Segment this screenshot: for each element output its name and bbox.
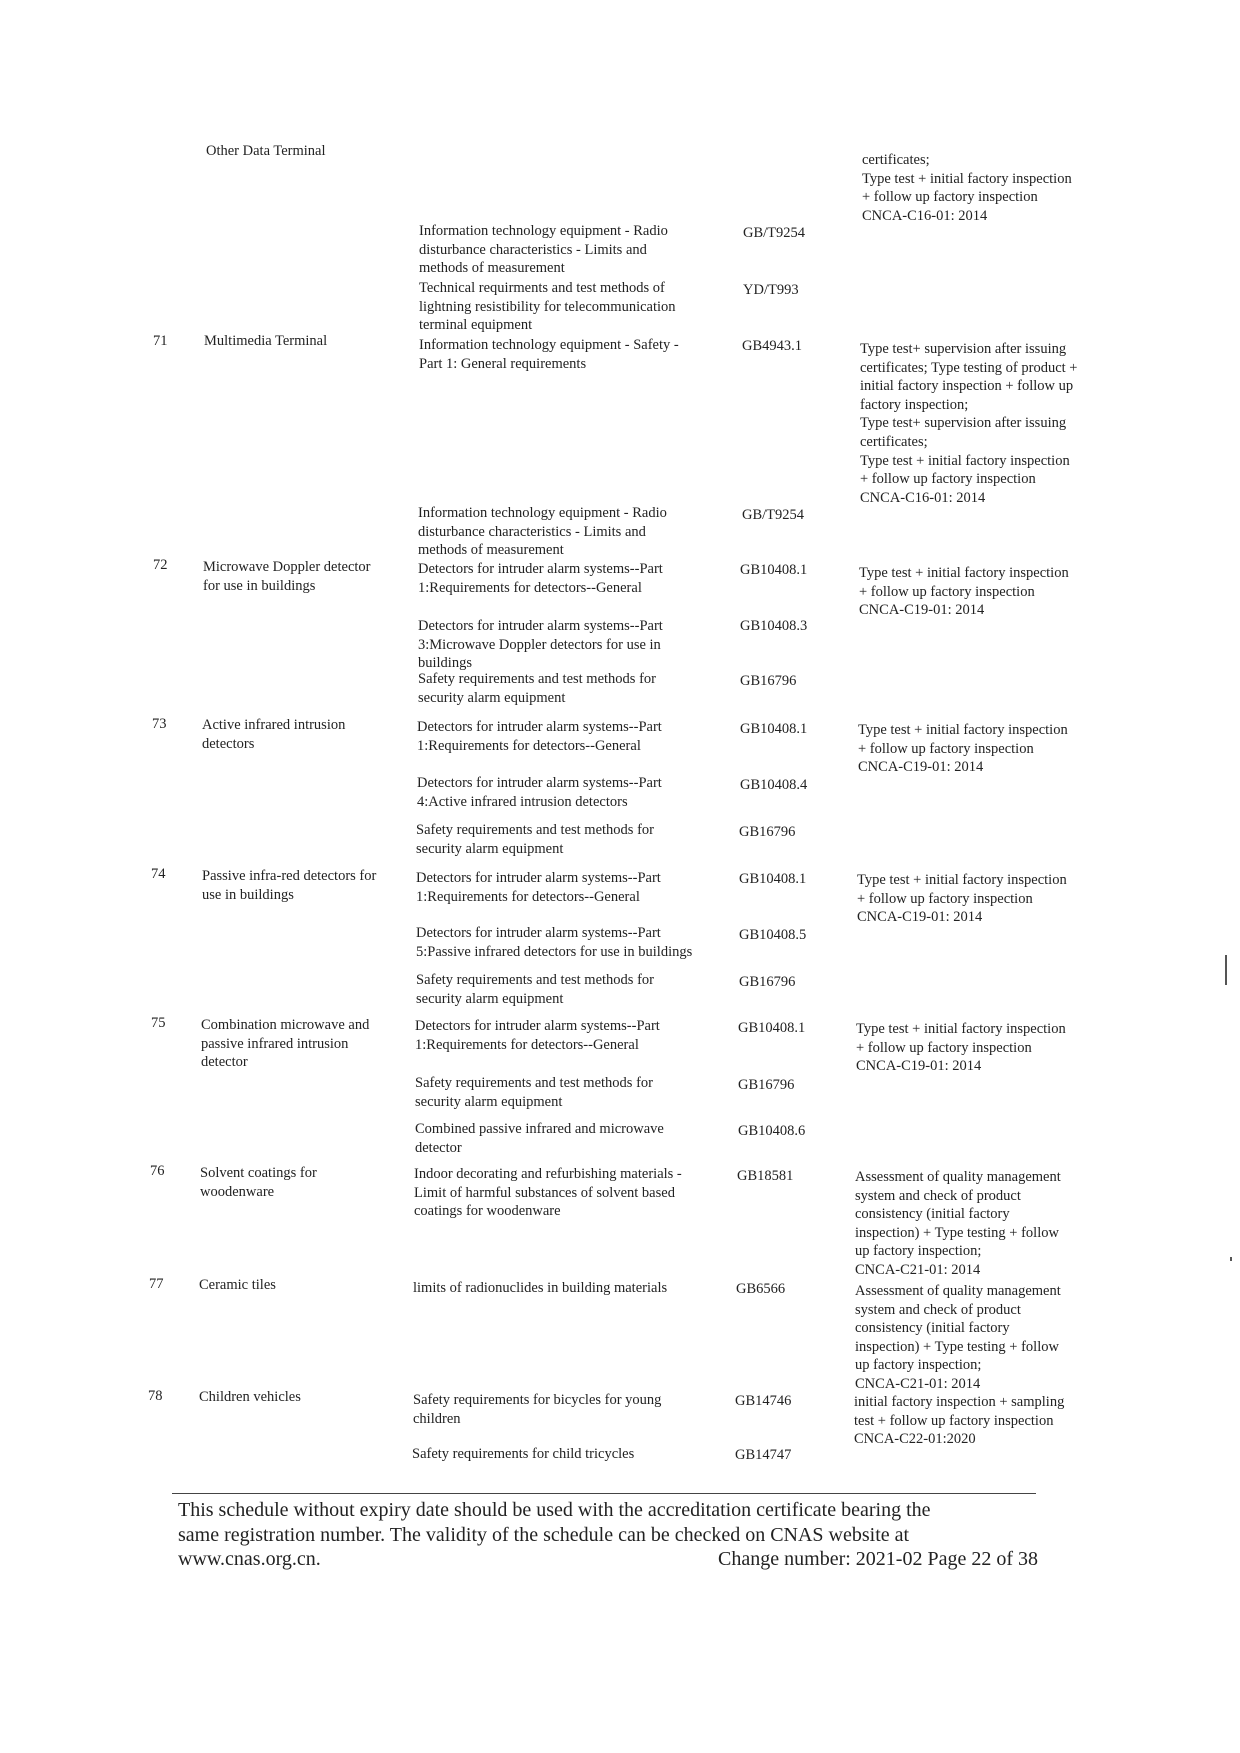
row-number: 78 [148,1388,163,1404]
footer-divider [172,1493,1036,1494]
standard-code: GB10408.1 [738,1020,806,1036]
change-number: Change number: 2021-02 Page 22 of 38 [718,1548,1038,1570]
website-link[interactable]: www.cnas.org.cn. [178,1548,321,1570]
standard-title: Detectors for intruder alarm systems--Part 4:Active infrared intrusion detectors [417,775,662,810]
standard-title: Information technology equipment - Radio disturbance characteristics - Limits and methods of measurement [418,505,667,559]
implementation-rule: initial factory inspection + sampling test + follow up factory inspection CNCA-C22-01:2020 [854,1394,1065,1448]
row-number: 73 [152,716,167,732]
footer-note [178,1498,1038,1572]
product-name: Ceramic tiles [199,1277,276,1293]
scan-mark [1230,1257,1232,1261]
row-number: 76 [150,1163,165,1179]
standard-title: Detectors for intruder alarm systems--Part 5:Passive infrared detectors for use in buildings [416,925,693,960]
standard-title: Detectors for intruder alarm systems--Part 1:Requirements for detectors--General [416,870,661,905]
continued-product-name: Other Data Terminal [206,143,326,159]
standard-code: GB10408.1 [739,871,807,887]
standard-title: Detectors for intruder alarm systems--Part 1:Requirements for detectors--General [417,719,662,754]
row-number: 72 [153,557,168,573]
standard-title: Safety requirements and test methods for security alarm equipment [416,972,654,1007]
standard-code: GB10408.1 [740,721,808,737]
implementation-rule: Type test + initial factory inspection + follow up factory inspection CNCA-C19-01: 2014 [856,1021,1066,1075]
scan-mark [1225,955,1227,985]
implementation-rule: Type test + initial factory inspection + follow up factory inspection CNCA-C19-01: 2014 [857,872,1067,926]
standard-code: GB10408.1 [740,562,808,578]
product-name: Solvent coatings for woodenware [200,1165,317,1200]
standard-title: Detectors for intruder alarm systems--Part 3:Microwave Doppler detectors for use in buildings [418,618,663,672]
product-name: Multimedia Terminal [204,333,328,349]
standard-code: GB14746 [735,1393,792,1409]
continued-implementation-rule: certificates; Type test + initial factory inspection + follow up factory inspection CNCA-C16-01: 2014 [862,152,1072,224]
standard-code: GB14747 [735,1447,792,1463]
footer-last-line [178,1547,1038,1572]
footer-line: This schedule without expiry date should be used with the accreditation certificate bearing the [178,1499,931,1521]
implementation-rule: Assessment of quality management system and check of product consistency (initial factory inspection) + Type testing + follow up factory inspection; CNCA-C21-01: 2014 [855,1283,1061,1392]
row-number: 74 [151,866,166,882]
standard-code: GB10408.3 [740,618,808,634]
standard-code: GB/T9254 [743,225,806,241]
standard-code: GB18581 [737,1168,794,1184]
standard-code: GB/T9254 [742,507,805,523]
standard-title: Safety requirements and test methods for security alarm equipment [418,671,656,706]
footer-line: same registration number. The validity of the schedule can be checked on CNAS website at [178,1523,910,1546]
standard-code: GB10408.4 [740,777,808,793]
standard-title: Detectors for intruder alarm systems--Part 1:Requirements for detectors--General [415,1018,660,1053]
implementation-rule: Type test+ supervision after issuing certificates; Type testing of product + initial factory inspection + follow up factory inspection; Type test+ supervision after issuing certificates; Type test + initial factory inspection + follow up factory inspection CNCA-C16-01: 2014 [860,341,1078,506]
standard-title: Combined passive infrared and microwave detector [415,1121,664,1156]
implementation-rule: Type test + initial factory inspection + follow up factory inspection CNCA-C19-01: 2014 [859,565,1069,619]
standard-title: Safety requirements and test methods for security alarm equipment [415,1075,653,1110]
standard-title: Safety requirements and test methods for security alarm equipment [416,822,654,857]
row-number: 77 [149,1276,164,1292]
standard-title: limits of radionuclides in building materials [413,1280,668,1296]
standard-code: GB16796 [739,974,796,990]
standard-title: Detectors for intruder alarm systems--Part 1:Requirements for detectors--General [418,561,663,596]
standard-code: GB16796 [738,1077,795,1093]
standard-title: Safety requirements for child tricycles [412,1446,635,1462]
product-name: Combination microwave and passive infrared intrusion detector [201,1017,370,1071]
standard-code: GB4943.1 [742,338,803,354]
product-name: Children vehicles [199,1389,301,1405]
standard-code: GB6566 [736,1281,786,1297]
row-number: 71 [153,333,168,349]
product-name: Active infrared intrusion detectors [202,717,346,752]
standard-title: Technical requirments and test methods of lightning resistibility for telecommunication terminal equipment [419,280,676,334]
implementation-rule: Assessment of quality management system and check of product consistency (initial factory inspection) + Type testing + follow up factory inspection; CNCA-C21-01: 2014 [855,1169,1061,1278]
standard-title: Safety requirements for bicycles for young children [413,1392,662,1427]
implementation-rule: Type test + initial factory inspection + follow up factory inspection CNCA-C19-01: 2014 [858,722,1068,776]
standard-code: GB16796 [739,824,796,840]
product-name: Passive infra-red detectors for use in buildings [202,868,377,903]
standard-title: Information technology equipment - Radio disturbance characteristics - Limits and methods of measurement [419,223,668,277]
row-number: 75 [151,1015,166,1031]
standard-code: GB16796 [740,673,797,689]
standard-code: YD/T993 [743,282,799,298]
standard-title: Information technology equipment - Safety - Part 1: General requirements [419,337,679,372]
standard-code: GB10408.6 [738,1123,806,1139]
product-name: Microwave Doppler detector for use in buildings [203,559,371,594]
standard-code: GB10408.5 [739,927,807,943]
standard-title: Indoor decorating and refurbishing materials - Limit of harmful substances of solvent based coatings for woodenware [414,1166,682,1220]
